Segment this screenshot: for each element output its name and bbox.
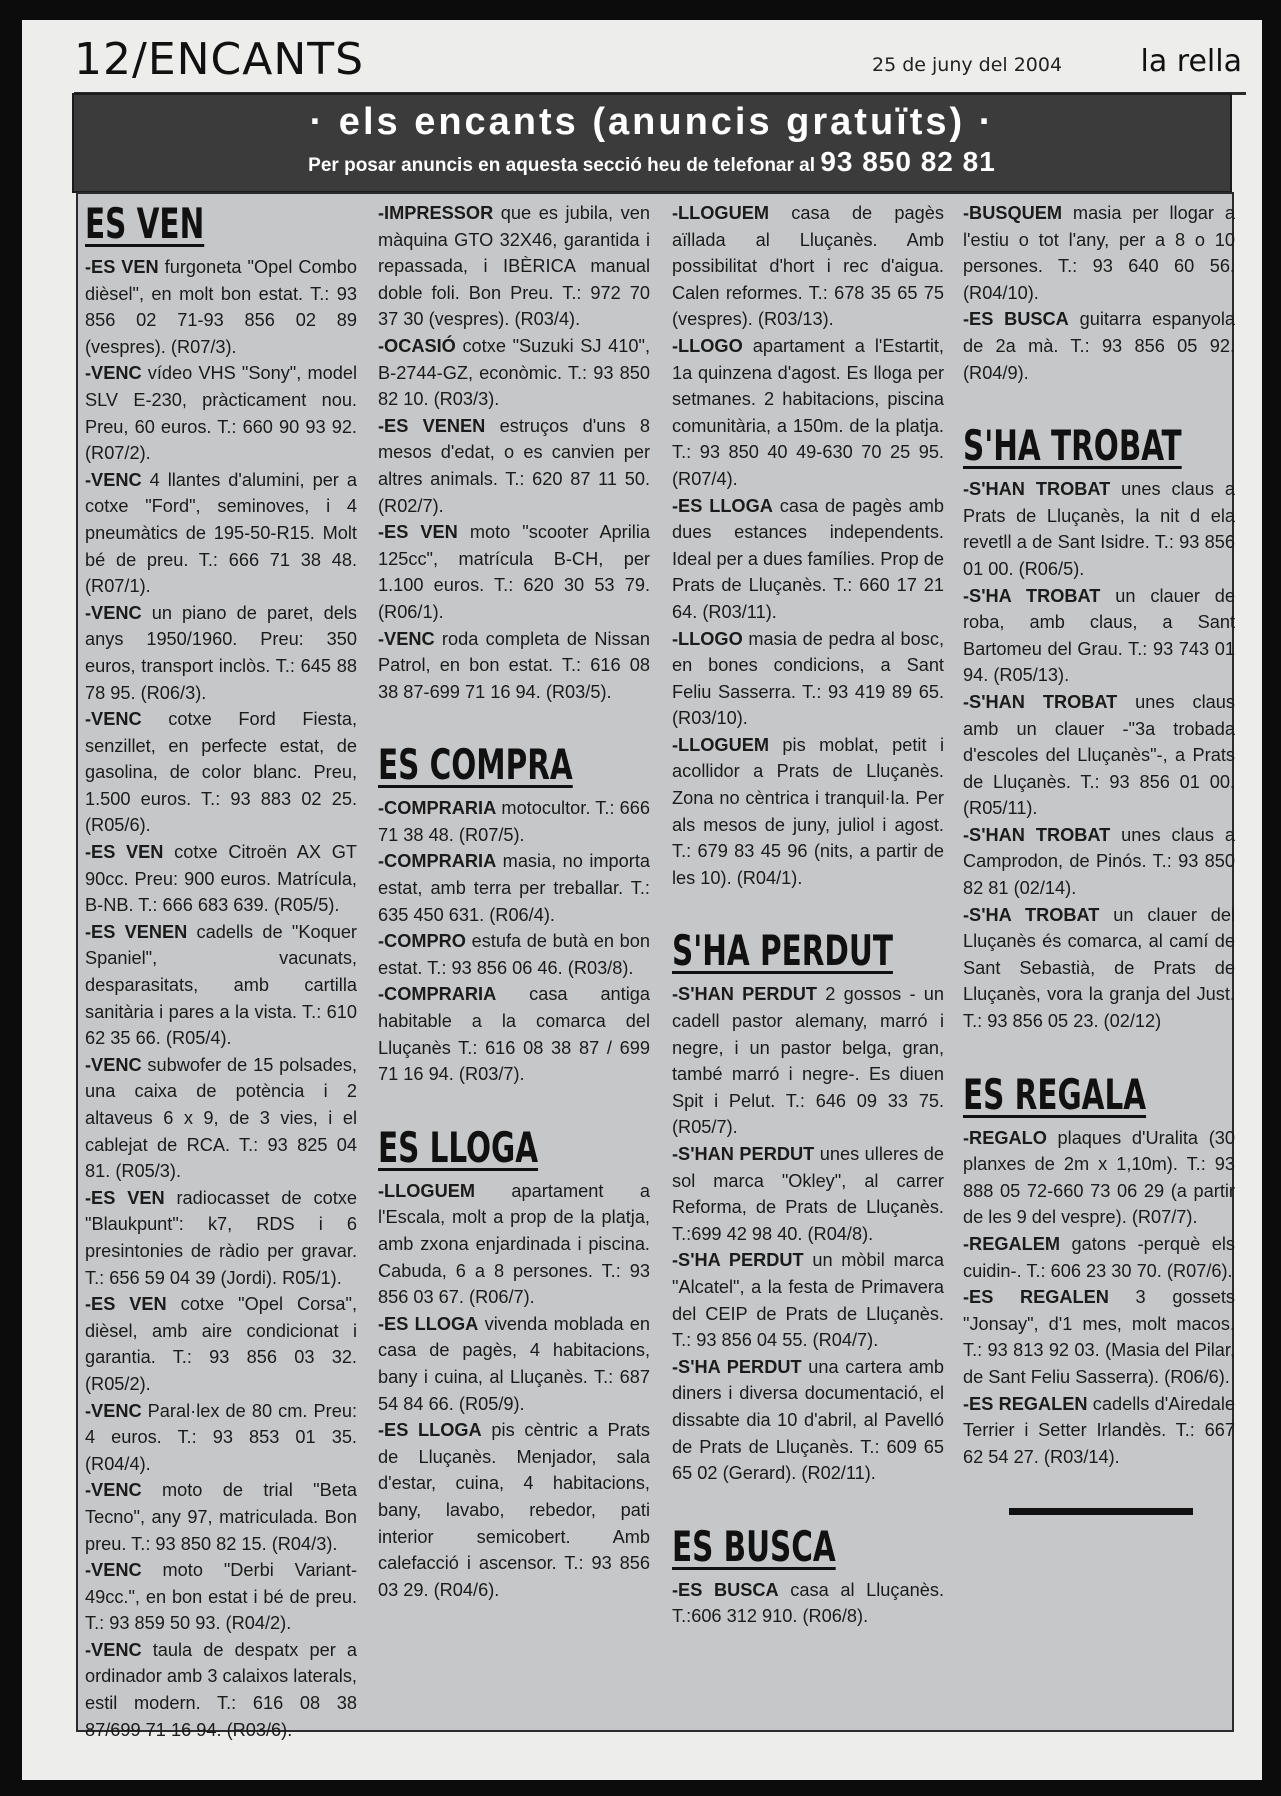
ad: -S'HA PERDUT un mòbil marca "Alcatel", a la festa de Primavera del CEIP de Prats de Lluçanès. T.: 93 856 04 55. (R04/7). <box>672 1250 944 1351</box>
ad: -LLOGUEM apartament a l'Escala, molt a prop de la platja, amb zxona enjardinada i piscina. Cabuda, 6 a 8 persones. T.: 93 856 03 67. (R06/7). <box>378 1180 650 1308</box>
ad: -ES VEN moto "scooter Aprilia 125cc", matrícula B-CH, per 1.100 euros. T.: 620 30 53 79. (R06/1). <box>378 522 650 622</box>
ad: -COMPRARIA motocultor. T.: 666 71 38 48. (R07/5). <box>378 798 650 845</box>
ad: -ES LLOGA casa de pagès amb dues estances independents. Ideal per a dues famílies. Prop de Prats de Lluçanès. T.: 660 17 21 64. (R03/11). <box>672 495 944 622</box>
ad: -VENC vídeo VHS "Sony", model SLV E-230, pràcticament nou. Preu, 60 euros. T.: 660 90 93 92. (R07/2). <box>85 363 357 464</box>
column-4 <box>963 200 1235 1728</box>
ad: -LLOGO apartament a l'Estartit, 1a quinzena d'agost. Es lloga per setmanes. 2 habitacions, piscina comunitària, a 150m. de la platja. T.: 93 850 40 49-630 70 25 95. (R07/4). <box>672 335 944 489</box>
page-header <box>74 32 1246 95</box>
ad: -COMPRARIA casa antiga habitable a la comarca del Lluçanès T.: 616 08 38 87 / 699 71 16 94. (R03/7). <box>378 984 650 1085</box>
section-heading-es-ven: ES VEN <box>85 199 205 248</box>
ad: -VENC subwofer de 15 polsades, una caixa de potència i 2 altaveus 6 x 9, de 3 vies, i el cablejat de RCA. T.: 93 825 04 81. (R05/3). <box>85 1054 357 1182</box>
section-heading-sha-trobat: S'HA TROBAT <box>963 421 1182 471</box>
ad: -COMPRARIA masia, no importa estat, amb terra per treballar. T.: 635 450 631. (R06/4). <box>378 851 650 925</box>
banner-subtitle <box>74 146 1230 178</box>
ad: -ES REGALEN 3 gossets "Jonsay", d'1 mes, molt macos. T.: 93 813 92 03. (Masia del Pilar, de Sant Feliu Sasserra). (R06/6). <box>963 1287 1236 1387</box>
ad: -OCASIÓ cotxe "Suzuki SJ 410", B-2744-GZ, econòmic. T.: 93 850 82 10. (R03/3). <box>378 335 650 410</box>
ad: -REGALO plaques d'Uralita (30 planxes de 2m x 1,10m). T.: 93 888 05 72-660 73 06 29 (a partir de les 9 del vespre). (R07/7). <box>963 1127 1235 1228</box>
section-heading-es-lloga: ES LLOGA <box>378 1122 539 1172</box>
ad: -S'HAN TROBAT unes claus a Prats de Lluçanès, la nit d ela revetll a de Sant Isidre. T.: 93 856 01 00. (R06/5). <box>963 479 1235 579</box>
ad: -ES BUSCA casa al Lluçanès. T.:606 312 910. (R06/8). <box>672 1579 944 1627</box>
ad: -S'HAN TROBAT unes claus a Camprodon, de Pinós. T.: 93 850 82 81 (02/14). <box>963 824 1235 899</box>
section-heading-es-busca: ES BUSCA <box>672 1521 836 1571</box>
column-1 <box>85 199 357 1740</box>
ad: -LLOGUEM pis moblat, petit i acollidor a Prats de Lluçanès. Zona no cèntrica i tranquil·la. Per als mesos de juny, juliol i agost. T.: 679 83 45 96 (nits, a partir de les 10). (R04/1). <box>672 734 944 888</box>
section-heading-sha-perdut: S'HA PERDUT <box>672 926 893 976</box>
ad: -S'HA TROBAT un clauer del Lluçanès és comarca, al camí de Sant Sebastià, de Prats de Lluçanès, vora la granja del Just. T.: 93 856 05 23. (02/12) <box>963 904 1236 1032</box>
ad: -REGALEM gatons -perquè els cuidin-. T.: 606 23 30 70. (R07/6). <box>963 1234 1235 1281</box>
ad: -VENC un piano de paret, dels anys 1950/1960. Preu: 350 euros, transport inclòs. T.: 645 88 78 95. (R06/3). <box>85 602 357 703</box>
ad: -S'HAN PERDUT 2 gossos - un cadell pastor alemany, marró i negre, i un pastor belga, gran, també marró i negre-. Es diuen Spit i Pelut. T.: 646 09 33 75. (R05/7). <box>672 984 944 1138</box>
ad: -BUSQUEM masia per llogar a l'estiu o tot l'any, per a 8 o 10 persones. T.: 93 640 60 56. (R04/10). <box>963 203 1235 303</box>
ad: -VENC Paral·lex de 80 cm. Preu: 4 euros. T.: 93 853 01 35. (R04/4). <box>85 1400 357 1474</box>
banner-title: · els encants (anuncis gratuïts) · <box>309 101 995 143</box>
end-rule <box>1009 1508 1193 1515</box>
ad: -VENC 4 llantes d'alumini, per a cotxe "Ford", seminoves, i 4 pneumàtics de 195-50-R15. Molt bé de preu. T.: 666 71 38 48. (R07/1). <box>85 469 357 597</box>
ad: -ES VEN cotxe Citroën AX GT 90cc. Preu: 900 euros. Matrícula, B-NB. T.: 666 683 639. (R05/5). <box>85 842 357 916</box>
ad: -LLOGO masia de pedra al bosc, en bones condicions, a Sant Feliu Sasserra. T.: 93 419 89 65. (R03/10). <box>672 628 944 729</box>
ad: -S'HAN TROBAT unes claus amb un clauer -"3a trobada d'escoles del Lluçanès"-, a Prats de Lluçanès. T.: 93 856 01 00. (R05/11). <box>963 691 1235 819</box>
newspaper-page <box>22 20 1262 1780</box>
ad: -VENC cotxe Ford Fiesta, senzillet, en perfecte estat, de gasolina, de color blanc. Preu, 1.500 euros. T.: 93 883 02 25. (R05/6). <box>85 709 357 836</box>
issue-date: 25 de juny del 2004 <box>872 54 1063 76</box>
section-heading-es-compra: ES COMPRA <box>378 740 573 790</box>
ad: -ES VEN furgoneta "Opel Combo dièsel", en molt bon estat. T.: 93 856 02 71-93 856 02 89 (vespres). (R07/3). <box>85 257 357 357</box>
ad: -VENC moto "Derbi Variant-49cc.", en bon estat i bé de preu. T.: 93 859 50 93. (R04/2). <box>85 1560 357 1634</box>
section-heading-es-regala: ES REGALA <box>963 1069 1147 1119</box>
column-2 <box>378 200 650 1728</box>
ad: -ES LLOGA pis cèntric a Prats de Lluçanès. Menjador, sala d'estar, cuina, 4 habitacions, bany, lavabo, rebedor, pati interior semicobert. Amb calefacció i ascensor. T.: 93 856 03 29. (R04/6). <box>378 1420 650 1600</box>
ad: -VENC roda completa de Nissan Patrol, en bon estat. T.: 616 08 38 87-699 71 16 94. (R03/5). <box>378 628 650 702</box>
ad: -IMPRESSOR que es jubila, ven màquina GTO 32X46, garantida i repassada, i IBÈRICA manual doble foli. Bon Preu. T.: 972 70 37 30 (vespres). (R03/4). <box>378 203 650 330</box>
column-3 <box>672 200 944 1728</box>
ad: -ES VEN radiocasset de cotxe "Blaukpunt": k7, RDS i 6 presintonies de ràdio per gravar. T.: 656 59 04 39 (Jordi). R05/1). <box>85 1187 357 1288</box>
banner-subtitle-text: Per posar anuncis en aquesta secció heu de telefonar al <box>308 155 816 176</box>
section-banner <box>72 93 1232 193</box>
page-number: 12/ENCANTS <box>74 34 365 85</box>
classifieds-area <box>76 192 1236 1740</box>
ad: -ES VENEN estruços d'uns 8 mesos d'edat, o es canvien per altres animals. T.: 620 87 11 50. (R02/7). <box>378 415 650 516</box>
ad: -ES BUSCA guitarra espanyola de 2a mà. T.: 93 856 05 92. (R04/9). <box>963 309 1235 383</box>
newspaper-name: la rella <box>1140 44 1242 79</box>
ad: -ES VENEN cadells de "Koquer Spaniel", vacunats, desparasitats, amb cartilla sanitària i pares a la vista. T.: 610 62 35 66. (R05/4). <box>85 921 357 1049</box>
ad: -S'HA PERDUT una cartera amb diners i diversa documentació, el dissabte dia 10 d'abril, al Pavelló de Prats de Lluçanès. T.: 609 65 65 02 (Gerard). (R02/11). <box>672 1356 944 1484</box>
ad: -COMPRO estufa de butà en bon estat. T.: 93 856 06 46. (R03/8). <box>378 931 650 978</box>
ad: -ES VEN cotxe "Opel Corsa", dièsel, amb aire condicionat i garantia. T.: 93 856 03 32. (R05/2). <box>85 1294 357 1394</box>
ad: -ES REGALEN cadells d'Airedale Terrier i Setter Irlandès. T.: 667 62 54 27. (R03/14). <box>963 1393 1235 1467</box>
ad: -S'HAN PERDUT unes ulleres de sol marca "Okley", al carrer Reforma, de Prats de Lluçanès. T.:699 42 98 40. (R04/8). <box>672 1144 945 1244</box>
ad: -S'HA TROBAT un clauer de roba, amb claus, a Sant Bartomeu del Grau. T.: 93 743 01 94. (R05/13). <box>963 585 1236 686</box>
ad: -LLOGUEM casa de pagès aïllada al Lluçanès. Amb possibilitat d'hort i rec d'aigua. Calen reformes. T.: 678 35 65 75 (vespres). (R03/13). <box>672 203 944 330</box>
ad: -VENC taula de despatx per a ordinador amb 3 calaixos laterals, estil modern. T.: 616 08 38 87/699 71 16 94. (R03/6). <box>85 1639 357 1740</box>
banner-phone: 93 850 82 81 <box>820 146 996 177</box>
ad: -ES LLOGA vivenda moblada en casa de pagès, 4 habitacions, bany i cuina, al Lluçanès. T.: 687 54 84 66. (R05/9). <box>378 1313 650 1414</box>
ad: -VENC moto de trial "Beta Tecno", any 97, matriculada. Bon preu. T.: 93 850 82 15. (R04/3). <box>85 1480 357 1554</box>
